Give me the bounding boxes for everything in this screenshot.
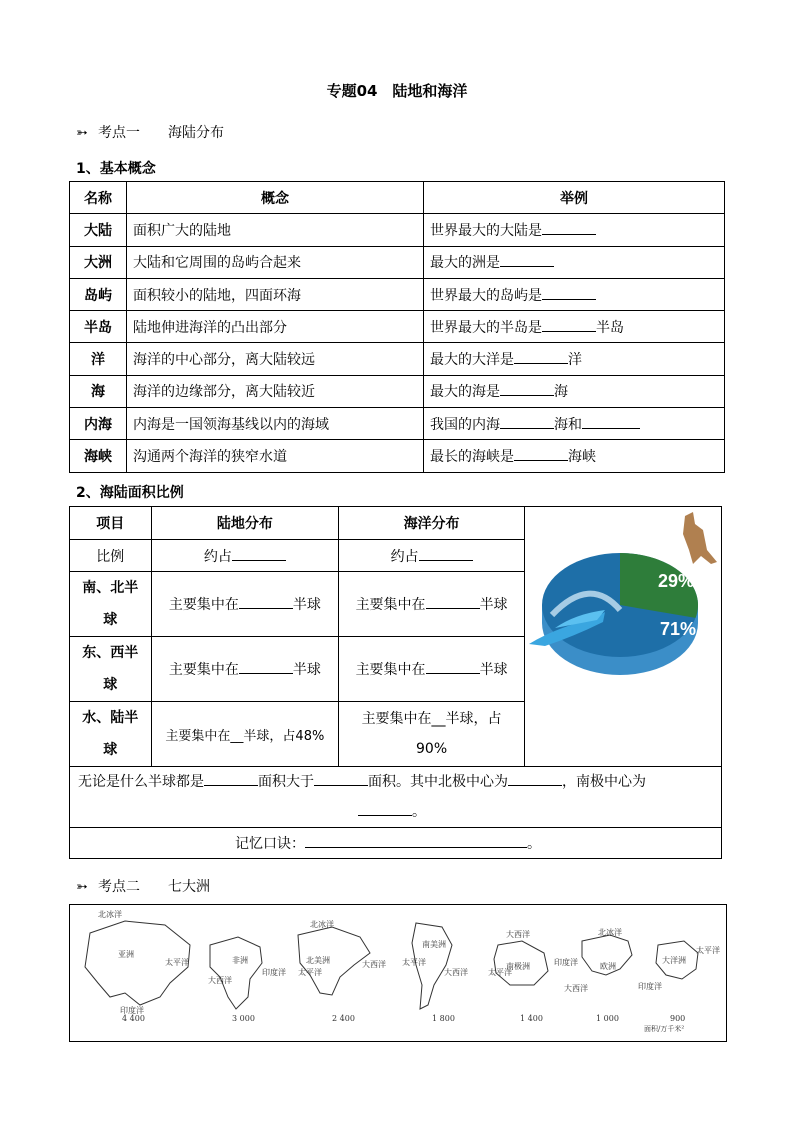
row-label-ns: 南、北半 球 xyxy=(70,572,152,637)
continent-area-value: 4 400 xyxy=(122,1014,145,1023)
continent-area-value: 2 400 xyxy=(332,1014,355,1023)
blank-line[interactable] xyxy=(500,381,554,396)
blank-line[interactable] xyxy=(314,771,368,786)
table-row xyxy=(70,214,725,246)
row-example: 我国的内海 海和 xyxy=(424,408,725,440)
continent-map-label: 非洲 xyxy=(232,956,248,965)
row-label-ratio: 比例 xyxy=(70,540,152,572)
section-land-sea-ratio: 2、海陆面积比例 xyxy=(76,485,184,501)
row-label-wl: 水、陆半 球 xyxy=(70,702,152,767)
continent-map-label: 大西洋 xyxy=(208,976,232,985)
continent-map-label: 印度洋 xyxy=(554,958,578,967)
continent-map-label: 南极洲 xyxy=(506,962,530,971)
kaodian-1-heading xyxy=(76,122,224,142)
continent-area-value: 1 000 xyxy=(596,1014,619,1023)
continent-map-label: 太平洋 xyxy=(402,958,426,967)
land-ns: 主要集中在 半球 xyxy=(151,572,339,637)
blank-line[interactable] xyxy=(419,546,473,561)
blank-line[interactable] xyxy=(508,771,562,786)
arrow-icon: ➳ xyxy=(76,125,88,141)
continent-map-label: 大西洋 xyxy=(362,960,386,969)
table-row xyxy=(70,343,725,375)
blank-line[interactable] xyxy=(514,446,568,461)
blank-line[interactable] xyxy=(500,252,554,267)
continent-area-value: 1 800 xyxy=(432,1014,455,1023)
kaodian-topic: 七大洲 xyxy=(168,879,210,895)
table-header-row xyxy=(70,507,722,540)
continent-map-label: 北冰洋 xyxy=(598,928,622,937)
sea-ratio: 约占 xyxy=(339,540,525,572)
page-title: 专题04 陆地和海洋 xyxy=(326,82,468,100)
row-name: 洋 xyxy=(70,343,127,375)
continent-map-label: 大西洋 xyxy=(444,968,468,977)
row-concept: 海洋的边缘部分，离大陆较近 xyxy=(127,375,424,407)
ratio-table xyxy=(69,506,722,859)
blank-line[interactable] xyxy=(426,594,480,609)
section-basic-concepts: 1、基本概念 xyxy=(76,161,156,177)
blank-line[interactable] xyxy=(500,414,554,429)
row-concept: 海洋的中心部分，离大陆较远 xyxy=(127,343,424,375)
row-concept: 面积广大的陆地 xyxy=(127,214,424,246)
blank-line[interactable] xyxy=(582,414,640,429)
row-name: 岛屿 xyxy=(70,278,127,310)
blank-line[interactable] xyxy=(239,659,293,674)
pie-chart-cell xyxy=(524,507,721,767)
blank-line[interactable] xyxy=(232,546,286,561)
area-unit-label: 面积/万千米² xyxy=(644,1025,685,1033)
continent-map-label: 大西洋 xyxy=(564,984,588,993)
land-ew: 主要集中在 半球 xyxy=(151,637,339,702)
table-row xyxy=(70,375,725,407)
row-concept: 面积较小的陆地，四面环海 xyxy=(127,278,424,310)
header-item: 项目 xyxy=(70,507,152,540)
pie-label-sea: 71% xyxy=(659,618,696,639)
blank-line[interactable] xyxy=(305,833,527,848)
arrow-icon: ➳ xyxy=(76,879,88,895)
blank-line[interactable] xyxy=(542,285,596,300)
table-row xyxy=(70,278,725,310)
continent-map-label: 欧洲 xyxy=(600,962,616,971)
row-name: 海 xyxy=(70,375,127,407)
row-example: 世界最大的岛屿是 xyxy=(424,278,725,310)
memo-cell: 记忆口诀： 。 xyxy=(70,828,722,859)
header-concept: 概念 xyxy=(127,182,424,214)
kaodian-label: 考点一 xyxy=(98,125,140,141)
sea-ns: 主要集中在 半球 xyxy=(339,572,525,637)
row-concept: 沟通两个海洋的狭窄水道 xyxy=(127,440,424,472)
continent-map-label: 北美洲 xyxy=(306,956,330,965)
continent-map-label: 大洋洲 xyxy=(662,956,686,965)
summary-cell: 无论是什么半球都是 面积大于 面积。其中北极中心为 ，南极中心为 。 xyxy=(70,767,722,828)
kaodian-2-heading xyxy=(76,876,210,896)
continent-map-label: 太平洋 xyxy=(165,958,189,967)
blank-line[interactable] xyxy=(426,659,480,674)
row-example: 最大的大洋是 洋 xyxy=(424,343,725,375)
header-example: 举例 xyxy=(424,182,725,214)
kaodian-topic: 海陆分布 xyxy=(168,125,224,141)
continent-map-label: 太平洋 xyxy=(298,968,322,977)
table-row xyxy=(70,246,725,278)
blank-line[interactable] xyxy=(358,801,412,816)
row-name: 大洲 xyxy=(70,246,127,278)
row-example: 最长的海峡是 海峡 xyxy=(424,440,725,472)
row-concept: 大陆和它周围的岛屿合起来 xyxy=(127,246,424,278)
row-concept: 内海是一国领海基线以内的海域 xyxy=(127,408,424,440)
row-name: 大陆 xyxy=(70,214,127,246)
continent-map-label: 亚洲 xyxy=(118,950,134,959)
row-example: 世界最大的半岛是 半岛 xyxy=(424,311,725,343)
table-row xyxy=(70,828,722,859)
land-sea-pie-chart xyxy=(525,510,721,760)
row-label-ew: 东、西半 球 xyxy=(70,637,152,702)
continent-labels-group xyxy=(98,909,720,1015)
continent-map-label: 北冰洋 xyxy=(310,920,334,929)
continent-map-label: 印度洋 xyxy=(262,968,286,977)
table-row xyxy=(70,311,725,343)
header-sea: 海洋分布 xyxy=(339,507,525,540)
pie-label-land: 29% xyxy=(657,570,694,591)
continent-map-label: 大西洋 xyxy=(506,930,530,939)
continents-svg xyxy=(70,905,726,1041)
table-row xyxy=(70,440,725,472)
continent-areas-group xyxy=(122,1014,685,1023)
row-example: 最大的洲是 xyxy=(424,246,725,278)
land-ratio: 约占 xyxy=(151,540,339,572)
blank-line[interactable] xyxy=(542,317,596,332)
row-name: 内海 xyxy=(70,408,127,440)
continent-map-label: 印度洋 xyxy=(638,982,662,991)
row-concept: 陆地伸进海洋的凸出部分 xyxy=(127,311,424,343)
kangaroo-icon xyxy=(683,512,717,564)
continent-area-value: 900 xyxy=(670,1014,686,1023)
africa-outline xyxy=(210,937,262,1009)
blank-line[interactable] xyxy=(514,349,568,364)
land-wl: 主要集中在__半球，占48% xyxy=(151,702,339,767)
continent-map-label: 太平洋 xyxy=(488,968,512,977)
kaodian-label: 考点二 xyxy=(98,879,140,895)
row-example: 最大的海是 海 xyxy=(424,375,725,407)
blank-line[interactable] xyxy=(204,771,258,786)
continent-area-value: 3 000 xyxy=(232,1014,255,1023)
table-header-row xyxy=(70,182,725,214)
table-row xyxy=(70,408,725,440)
continent-map-label: 太平洋 xyxy=(696,946,720,955)
blank-line[interactable] xyxy=(542,220,596,235)
continent-map-label: 南美洲 xyxy=(422,940,446,949)
row-name: 半岛 xyxy=(70,311,127,343)
continents-figure xyxy=(69,904,727,1042)
sea-wl: 主要集中在__半球，占 90% xyxy=(339,702,525,767)
header-name: 名称 xyxy=(70,182,127,214)
continent-map-label: 印度洋 xyxy=(120,1006,144,1015)
blank-line[interactable] xyxy=(239,594,293,609)
row-name: 海峡 xyxy=(70,440,127,472)
header-land: 陆地分布 xyxy=(151,507,339,540)
row-example: 世界最大的大陆是 xyxy=(424,214,725,246)
continent-area-value: 1 400 xyxy=(520,1014,543,1023)
sea-ew: 主要集中在 半球 xyxy=(339,637,525,702)
concepts-table xyxy=(69,181,725,473)
table-row xyxy=(70,767,722,828)
continent-map-label: 北冰洋 xyxy=(98,910,122,919)
